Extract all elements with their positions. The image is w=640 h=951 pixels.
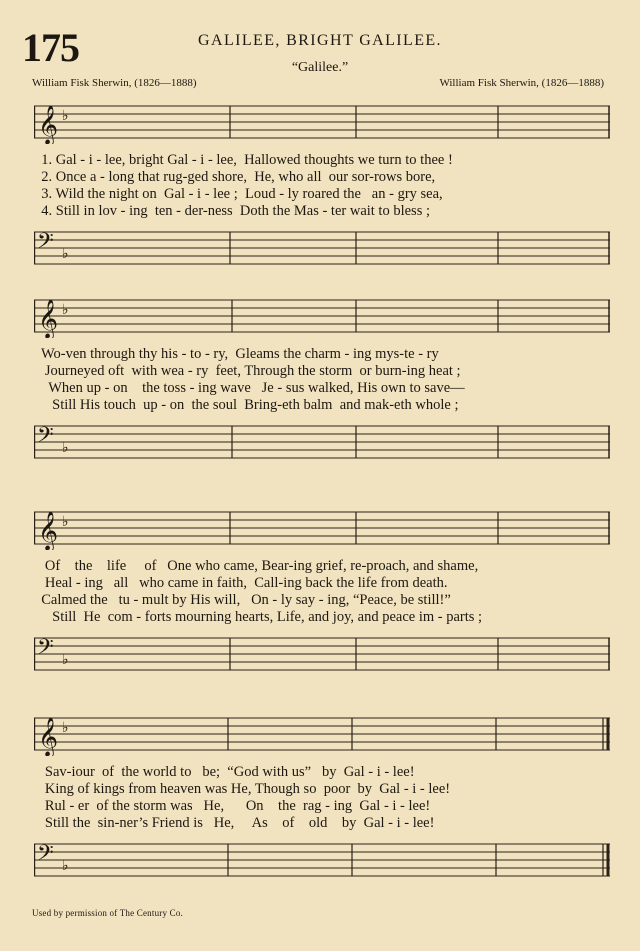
verse-line: 4. Still in lov - ing ten - der-ness Doth the Mas - ter wait to bless ; — [34, 203, 430, 219]
treble-staff — [34, 298, 610, 338]
bass-staff — [34, 636, 610, 676]
verse-lines — [34, 346, 610, 414]
tune-name: “Galilee.” — [291, 60, 349, 75]
hymn-title: GALILEE, BRIGHT GALILEE. — [198, 32, 442, 49]
bass-staff — [34, 230, 610, 270]
permission-footnote: Used by permission of The Century Co. — [32, 908, 183, 918]
key-signature-icon: ♭ — [62, 859, 69, 874]
verse-line: 1. Gal - i - lee, bright Gal - i - lee, Hallowed thoughts we turn to thee ! — [34, 152, 453, 168]
verse-line: Still He com - forts mourning hearts, Life, and joy, and peace im - parts ; — [34, 609, 483, 625]
hymn-number: 175 — [22, 25, 79, 70]
bass-staff — [34, 424, 610, 464]
treble-clef-icon: 𝄞 — [38, 301, 59, 338]
key-signature-icon: ♭ — [62, 109, 69, 124]
verse-lines — [34, 558, 610, 626]
bass-staff — [34, 842, 610, 882]
verse-line: Wo-ven through thy his - to - ry, Gleams the charm - ing mys-te - ry — [34, 346, 439, 362]
treble-clef-icon: 𝄞 — [38, 719, 59, 756]
verse-line: Calmed the tu - mult by His will, On - ly say - ing, “Peace, be still!” — [34, 592, 451, 608]
verse-line: Still His touch up - on the soul Bring-eth balm and mak-eth whole ; — [34, 397, 459, 413]
key-signature-icon: ♭ — [62, 721, 69, 736]
music-credit: William Fisk Sherwin, (1826—1888) — [439, 77, 604, 89]
treble-clef-icon: 𝄞 — [38, 513, 59, 550]
verse-lines — [34, 764, 610, 832]
key-signature-icon: ♭ — [62, 515, 69, 530]
verse-line: Of the life of One who came, Bear-ing grief, re-proach, and shame, — [34, 558, 479, 574]
verse-line: When up - on the toss - ing wave Je - sus walked, His own to save— — [34, 380, 465, 396]
verse-line: Rul - er of the storm was He, On the rag - ing Gal - i - lee! — [34, 798, 431, 814]
key-signature-icon: ♭ — [62, 303, 69, 318]
key-signature-icon: ♭ — [62, 247, 69, 262]
verse-line: Journeyed oft with wea - ry feet, Through the storm or burn-ing heat ; — [34, 363, 461, 379]
treble-staff — [34, 510, 610, 550]
treble-staff — [34, 716, 610, 756]
bass-clef-icon: 𝄢 — [37, 842, 54, 870]
verse-line: Still the sin-ner’s Friend is He, As of old by Gal - i - lee! — [34, 815, 435, 831]
verse-line: King of kings from heaven was He, Though so poor by Gal - i - lee! — [34, 781, 451, 797]
key-signature-icon: ♭ — [62, 441, 69, 456]
key-signature-icon: ♭ — [62, 653, 69, 668]
bass-clef-icon: 𝄢 — [37, 424, 54, 452]
verse-line: 3. Wild the night on Gal - i - lee ; Loud - ly roared the an - gry sea, — [34, 186, 443, 202]
verse-line: 2. Once a - long that rug-ged shore, He, who all our sor-rows bore, — [34, 169, 436, 185]
words-credit: William Fisk Sherwin, (1826—1888) — [32, 77, 197, 89]
verse-line: Heal - ing all who came in faith, Call-ing back the life from death. — [34, 575, 448, 591]
treble-staff — [34, 104, 610, 144]
treble-clef-icon: 𝄞 — [38, 107, 59, 144]
verse-lines — [34, 152, 610, 220]
verse-line: Sav-iour of the world to be; “God with us” by Gal - i - lee! — [34, 764, 415, 780]
bass-clef-icon: 𝄢 — [37, 230, 54, 258]
bass-clef-icon: 𝄢 — [37, 636, 54, 664]
